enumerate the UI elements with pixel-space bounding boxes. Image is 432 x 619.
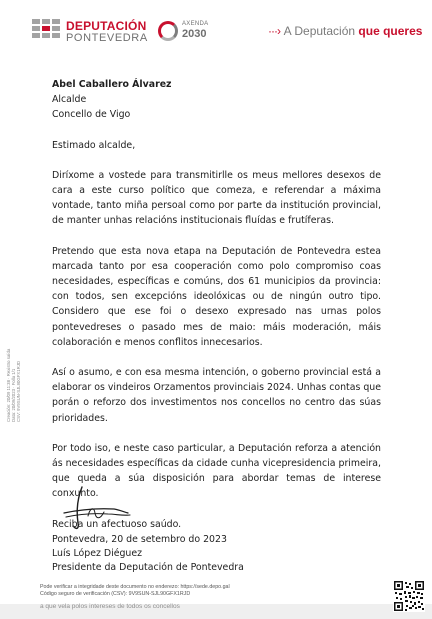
footer-strip-text: a que vela polos intereses de todos os concellos	[40, 603, 180, 610]
place-date: Pontevedra, 20 de setembro do 2023	[52, 533, 227, 545]
verification-url-line: Pode verificar a integridade deste documento no enderezo: https://sede.depo.gal	[40, 584, 230, 590]
recipient-council: Concello de Vigo	[52, 109, 131, 121]
paragraph-4: Por todo iso, e neste caso particular, a Deputación reforza a atención ás necesidades específicas da cidade cunha vicepresidencia primeira, que queda a súa disposición para abordar temas de interese conxunto.	[52, 442, 381, 500]
recipient-position: Alcalde	[52, 94, 87, 106]
agenda-label: AXENDA	[182, 21, 209, 27]
recipient-name: Abel Caballero Álvarez	[52, 79, 172, 90]
logo-line-1: DEPUTACIÓN	[66, 19, 147, 33]
slogan-prefix: A Deputación	[283, 24, 356, 38]
paragraph-2: Pretendo que esta nova etapa na Deputación de Pontevedra estea marcada tanto por esa cooperación como polo compromiso coas necesidades, específicas e comúns, dos 61 municipios da provincia: con todos, sen excepcións ideolóxicas ou de ningún outro tipo. Considero que ese foi o desexo expresado nas urnas polos pontevedreses o pasado mes de maio: máis moderación, máis colaboración e menos conflitos innecesarios.	[52, 245, 381, 348]
paragraph-1: Diríxome a vostede para transmitirlle os meus mellores desexos de cara a este curso político que comeza, e referendar a máxima vontade, tanto miña persoal como por parte da institución provincial, de manter unhas relacións institucionais fluídas e frutíferas.	[52, 169, 381, 227]
letter-body	[52, 77, 381, 547]
agenda-year: 2030	[182, 28, 207, 40]
slogan: ···› A Deputación que queres	[268, 24, 423, 38]
closing: Reciba un afectuoso saúdo.	[52, 518, 182, 530]
verification-csv-line: Código seguro de verificación (CSV): 9V9SUN-SJL90GFX1RJD	[40, 591, 191, 598]
signer-title: Presidente da Deputación de Pontevedra	[52, 562, 244, 573]
paragraph-3: Así o asumo, e con esa mesma intención, o goberno provincial está a elaborar os vindeiros Orzamentos provinciais 2024. Unhas contas que porán o reforzo dos investimentos nos concellos no centro das súas prioridades.	[52, 367, 381, 424]
logo-line-2: PONTEVEDRA	[66, 32, 148, 44]
signer-name: Luís López Diéguez	[52, 548, 143, 559]
dots-arrow-icon: ···	[268, 24, 277, 38]
qr-code-icon	[393, 580, 425, 612]
verification-notice	[40, 584, 230, 599]
agenda-ring-icon	[158, 21, 178, 41]
document-side-stamp: Creación: 20/09 11:38 · Rexistro saída Data: 20/09/2023 · Folla 1/1 CSV: 9V9SUN-SJL90GFX1RJD	[6, 348, 21, 422]
deputacion-logo-wordmark	[66, 20, 148, 44]
signer-block	[52, 547, 244, 575]
deputacion-logo-icon	[32, 19, 62, 43]
greeting: Estimado alcalde,	[52, 139, 136, 151]
letterhead	[0, 0, 432, 50]
handwritten-signature	[60, 483, 132, 533]
slogan-emphasis: que queres	[358, 24, 423, 38]
